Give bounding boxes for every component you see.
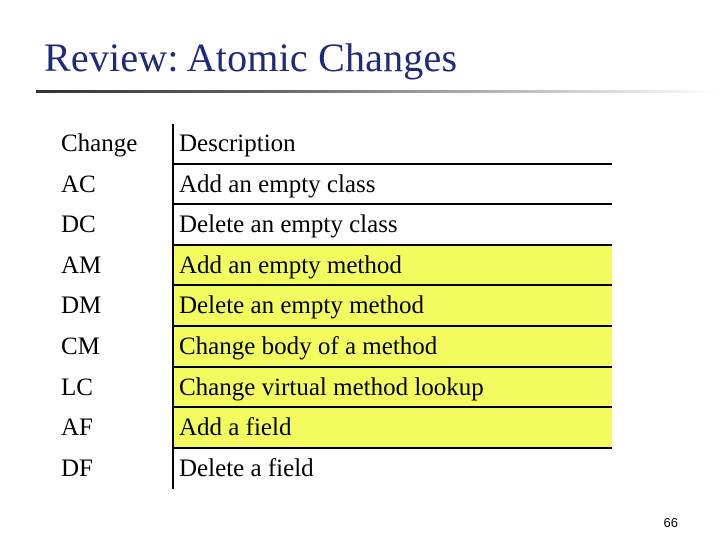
change-description: Change body of a method [172, 327, 612, 368]
change-description: Add a field [172, 408, 612, 449]
change-code: CM [61, 332, 100, 360]
table-row [52, 327, 612, 368]
table-row [52, 368, 612, 409]
table-row [52, 286, 612, 327]
change-description: Delete an empty method [172, 286, 612, 327]
header-change: Change [61, 130, 138, 157]
change-description: Add an empty method [172, 246, 612, 287]
title-divider [36, 90, 720, 93]
table-row [52, 165, 612, 206]
change-code: AM [61, 251, 102, 279]
change-code: DC [61, 211, 96, 239]
header-description: Description [172, 124, 612, 165]
table-header-row [52, 124, 612, 165]
page-number: 66 [663, 515, 678, 530]
table-row [52, 449, 612, 490]
change-code: AC [61, 170, 96, 198]
change-code: DF [61, 454, 93, 482]
change-description: Delete an empty class [172, 205, 612, 246]
change-description: Add an empty class [172, 165, 612, 206]
change-description: Change virtual method lookup [172, 368, 612, 409]
table-row [52, 408, 612, 449]
table-row [52, 246, 612, 287]
change-description: Delete a field [172, 449, 612, 490]
change-code: AF [61, 414, 93, 442]
change-code: DM [61, 292, 102, 320]
slide-title: Review: Atomic Changes [44, 35, 458, 80]
table-row [52, 205, 612, 246]
change-code: LC [61, 373, 93, 401]
atomic-changes-table [52, 124, 612, 489]
